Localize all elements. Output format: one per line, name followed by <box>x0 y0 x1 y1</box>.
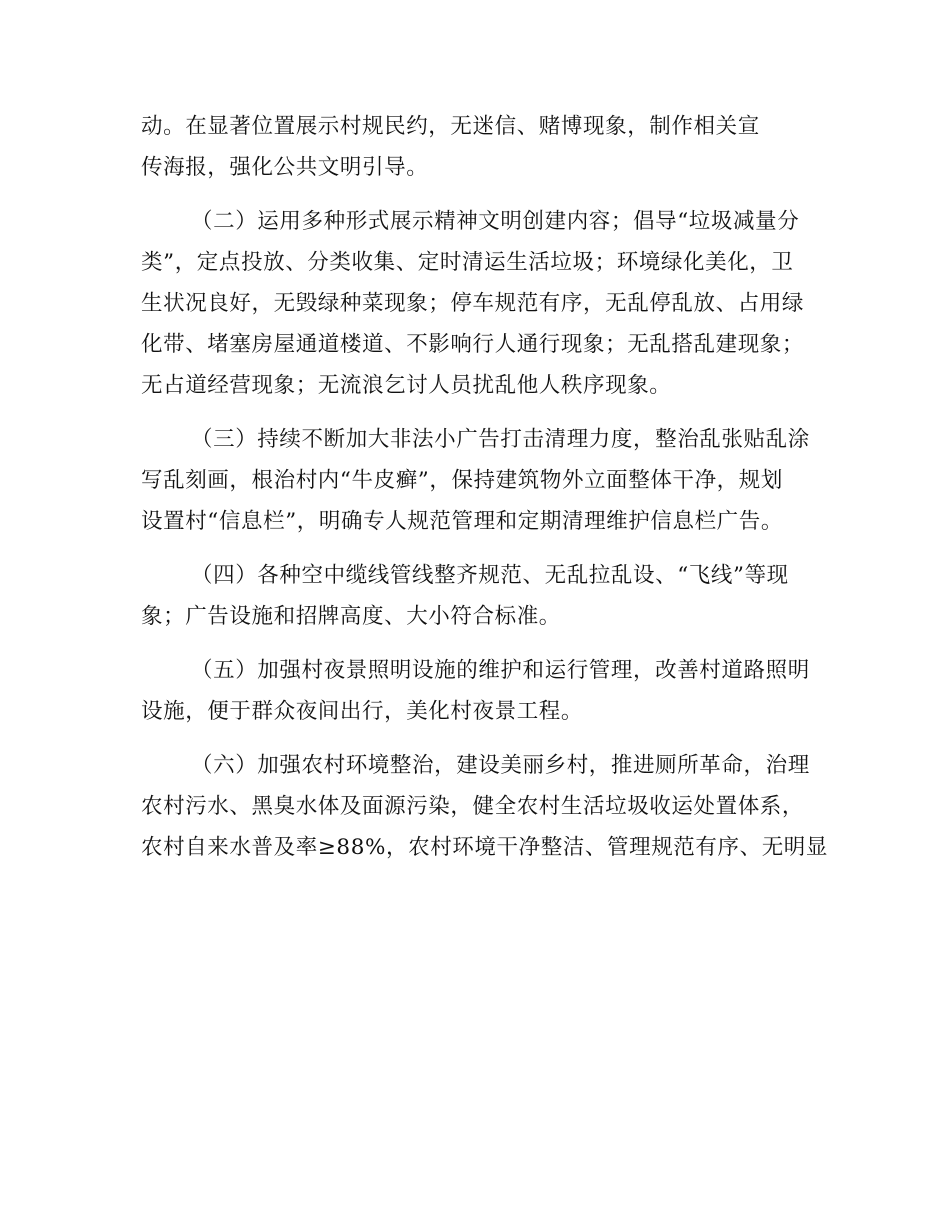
paragraph-5 <box>141 650 811 732</box>
text-line: 类”，定点投放、分类收集、定时清运生活垃圾；环境绿化美化，卫 <box>141 250 794 275</box>
text-line: 生状况良好，无毁绿种菜现象；停车规范有序，无乱停乱放、占用绿 <box>141 291 805 316</box>
text-line: 传海报，强化公共文明引导。 <box>141 155 429 180</box>
text-line: 写乱刻画，根治村内“牛皮癣”，保持建筑物外立面整体干净，规划 <box>141 468 783 493</box>
text-line: 无占道经营现象；无流浪乞讨人员扰乱他人秩序现象。 <box>141 373 672 398</box>
text-line: （二）运用多种形式展示精神文明创建内容；倡导“垃圾减量分 <box>191 209 800 234</box>
paragraph-2 <box>141 201 811 406</box>
text-line: 动。在显著位置展示村规民约，无迷信、赌博现象，制作相关宣 <box>141 114 760 139</box>
text-line: 象；广告设施和招牌高度、大小符合标准。 <box>141 604 561 629</box>
text-line: 农村污水、黑臭水体及面源污染，健全农村生活垃圾收运处置体系， <box>141 794 805 819</box>
text-line: 设置村“信息栏”，明确专人规范管理和定期清理维护信息栏广告。 <box>141 509 783 534</box>
text-line: 设施，便于群众夜间出行，美化村夜景工程。 <box>141 699 584 724</box>
text-line: 化带、堵塞房屋通道楼道、不影响行人通行现象；无乱搭乱建现象； <box>141 332 805 357</box>
text-line: （六）加强农村环境整治，建设美丽乡村，推进厕所革命，治理 <box>191 753 810 778</box>
text-line: （四）各种空中缆线管线整齐规范、无乱拉乱设、“飞线”等现 <box>191 563 789 588</box>
paragraph-continuation <box>141 106 811 188</box>
paragraph-6 <box>141 745 829 868</box>
paragraph-3 <box>141 419 811 542</box>
text-line: 农村自来水普及率≥88%，农村环境干净整洁、管理规范有序、无明显 <box>141 835 829 860</box>
document-body <box>141 106 829 868</box>
paragraph-4 <box>141 555 811 637</box>
text-line: （三）持续不断加大非法小广告打击清理力度，整治乱张贴乱涂 <box>191 427 810 452</box>
text-line: （五）加强村夜景照明设施的维护和运行管理，改善村道路照明 <box>191 658 810 683</box>
